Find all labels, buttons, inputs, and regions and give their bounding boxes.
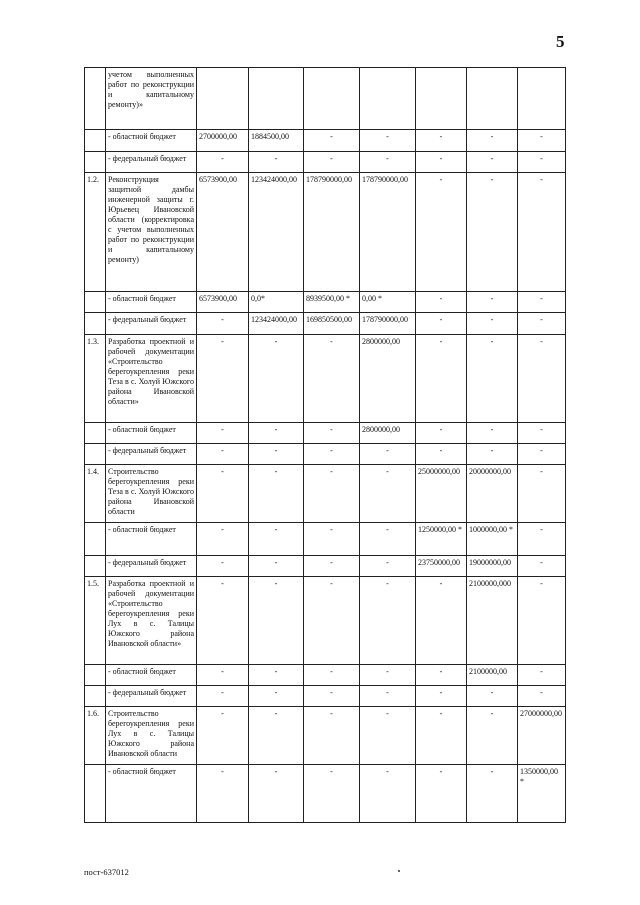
amount-cell: - <box>518 335 566 423</box>
row-number-cell <box>85 765 106 823</box>
amount-cell: - <box>197 707 249 765</box>
row-number-cell <box>85 444 106 465</box>
amount-cell: - <box>304 765 360 823</box>
amount-cell: 178790000,00 <box>360 313 416 335</box>
activity-description-cell: Разработка проектной и рабочей документации «Строительство берегоукрепления реки Теза в с. Холуй Южского района Ивановской области» <box>106 335 197 423</box>
amount-cell: - <box>518 556 566 577</box>
amount-cell: - <box>416 577 467 665</box>
amount-cell: 27000000,00 <box>518 707 566 765</box>
table-row <box>85 173 566 292</box>
amount-cell: - <box>416 665 467 686</box>
table-row <box>85 577 566 665</box>
row-number-cell <box>85 313 106 335</box>
amount-cell: - <box>249 465 304 523</box>
document-code: пост-637012 <box>84 867 129 877</box>
table-row <box>85 665 566 686</box>
amount-cell: - <box>416 313 467 335</box>
activity-description-cell: Строительство берегоукрепления реки Лух в с. Талицы Южского района Ивановской области <box>106 707 197 765</box>
amount-cell: - <box>518 423 566 444</box>
amount-cell: 2700000,00 <box>197 130 249 152</box>
amount-cell: - <box>416 686 467 707</box>
funding-source-cell: - федеральный бюджет <box>106 686 197 707</box>
amount-cell: - <box>304 152 360 173</box>
amount-cell: 2100000,000 <box>467 577 518 665</box>
amount-cell: - <box>304 444 360 465</box>
amount-cell: 1000000,00 * <box>467 523 518 556</box>
amount-cell: - <box>249 765 304 823</box>
footer-dot <box>398 870 400 872</box>
amount-cell: - <box>416 423 467 444</box>
amount-cell: - <box>304 130 360 152</box>
amount-cell: - <box>249 423 304 444</box>
amount-cell: 169850500,00 <box>304 313 360 335</box>
amount-cell: 123424000,00 <box>249 173 304 292</box>
amount-cell: - <box>416 292 467 313</box>
amount-cell: - <box>304 423 360 444</box>
table-row <box>85 292 566 313</box>
amount-cell: - <box>467 444 518 465</box>
amount-cell: 19000000,00 <box>467 556 518 577</box>
activity-description-cell: Разработка проектной и рабочей документации «Строительство берегоукрепления реки Лух в с. Талицы Южского района Ивановской области» <box>106 577 197 665</box>
activity-description-cell: Строительство берегоукрепления реки Теза в с. Холуй Южского района Ивановской области <box>106 465 197 523</box>
row-number-cell <box>85 130 106 152</box>
amount-cell: - <box>467 313 518 335</box>
amount-cell: - <box>197 665 249 686</box>
amount-cell: - <box>360 577 416 665</box>
funding-source-cell: - областной бюджет <box>106 292 197 313</box>
amount-cell: - <box>467 152 518 173</box>
amount-cell <box>304 68 360 130</box>
amount-cell: 2800000,00 <box>360 335 416 423</box>
amount-cell: 1884500,00 <box>249 130 304 152</box>
amount-cell: - <box>249 686 304 707</box>
amount-cell: - <box>518 577 566 665</box>
amount-cell: - <box>518 130 566 152</box>
amount-cell: - <box>518 523 566 556</box>
amount-cell: 6573900,00 <box>197 173 249 292</box>
amount-cell: 6573900,00 <box>197 292 249 313</box>
amount-cell: - <box>360 444 416 465</box>
amount-cell: - <box>416 335 467 423</box>
amount-cell: - <box>360 556 416 577</box>
row-number-cell: 1.3. <box>85 335 106 423</box>
amount-cell: 20000000,00 <box>467 465 518 523</box>
amount-cell: 0,00 * <box>360 292 416 313</box>
funding-source-cell: - областной бюджет <box>106 665 197 686</box>
amount-cell: - <box>197 523 249 556</box>
amount-cell: - <box>518 292 566 313</box>
amount-cell: - <box>249 577 304 665</box>
amount-cell: - <box>197 556 249 577</box>
amount-cell: - <box>304 465 360 523</box>
amount-cell: - <box>304 577 360 665</box>
row-number-cell: 1.5. <box>85 577 106 665</box>
amount-cell: - <box>197 465 249 523</box>
amount-cell: 178790000,00 <box>360 173 416 292</box>
activity-description-cell: учетом выполненных работ по реконструкции и капитальному ремонту)» <box>106 68 197 130</box>
amount-cell: - <box>249 152 304 173</box>
amount-cell <box>467 68 518 130</box>
amount-cell: - <box>518 313 566 335</box>
amount-cell: 2100000,00 <box>467 665 518 686</box>
amount-cell: - <box>197 313 249 335</box>
amount-cell <box>416 68 467 130</box>
page-number: 5 <box>556 32 565 51</box>
amount-cell: 178790000,00 <box>304 173 360 292</box>
amount-cell: - <box>249 444 304 465</box>
amount-cell: - <box>467 292 518 313</box>
amount-cell: - <box>197 444 249 465</box>
amount-cell: 2800000,00 <box>360 423 416 444</box>
funding-source-cell: - федеральный бюджет <box>106 556 197 577</box>
row-number-cell <box>85 292 106 313</box>
amount-cell: - <box>467 765 518 823</box>
amount-cell: - <box>518 465 566 523</box>
row-number-cell <box>85 152 106 173</box>
table-row <box>85 765 566 823</box>
amount-cell: - <box>197 423 249 444</box>
amount-cell: - <box>249 707 304 765</box>
amount-cell: - <box>360 523 416 556</box>
table-row <box>85 556 566 577</box>
budget-table <box>84 67 566 823</box>
table-row <box>85 465 566 523</box>
amount-cell <box>197 68 249 130</box>
amount-cell: - <box>304 556 360 577</box>
amount-cell: - <box>518 665 566 686</box>
row-number-cell <box>85 523 106 556</box>
amount-cell: - <box>360 707 416 765</box>
funding-source-cell: - федеральный бюджет <box>106 444 197 465</box>
amount-cell: - <box>518 444 566 465</box>
table-row <box>85 686 566 707</box>
amount-cell: 123424000,00 <box>249 313 304 335</box>
amount-cell: - <box>416 173 467 292</box>
funding-source-cell: - федеральный бюджет <box>106 152 197 173</box>
amount-cell: - <box>360 130 416 152</box>
amount-cell <box>249 68 304 130</box>
amount-cell: 1250000,00 * <box>416 523 467 556</box>
amount-cell: - <box>360 765 416 823</box>
table-row <box>85 707 566 765</box>
table-row <box>85 152 566 173</box>
amount-cell: - <box>467 707 518 765</box>
activity-description-cell: Реконструкция защитной дамбы инженерной защиты г. Юрьевец Ивановской области (корректировка с учетом выполненных работ по реконструкции и капитальному ремонту) <box>106 173 197 292</box>
table-row <box>85 313 566 335</box>
row-number-cell: 1.2. <box>85 173 106 292</box>
table-row <box>85 130 566 152</box>
amount-cell: - <box>249 665 304 686</box>
amount-cell: - <box>360 152 416 173</box>
amount-cell: - <box>304 665 360 686</box>
amount-cell: 1350000,00 * <box>518 765 566 823</box>
amount-cell: - <box>416 444 467 465</box>
table-row <box>85 335 566 423</box>
funding-source-cell: - областной бюджет <box>106 423 197 444</box>
amount-cell: - <box>467 686 518 707</box>
amount-cell: - <box>304 523 360 556</box>
amount-cell: - <box>304 335 360 423</box>
amount-cell: - <box>197 577 249 665</box>
amount-cell: - <box>518 152 566 173</box>
row-number-cell <box>85 556 106 577</box>
row-number-cell <box>85 68 106 130</box>
amount-cell: 23750000,00 <box>416 556 467 577</box>
amount-cell: - <box>518 686 566 707</box>
row-number-cell <box>85 686 106 707</box>
amount-cell: 25000000,00 <box>416 465 467 523</box>
table-row <box>85 68 566 130</box>
amount-cell: - <box>249 556 304 577</box>
table-row <box>85 444 566 465</box>
row-number-cell <box>85 665 106 686</box>
amount-cell: 8939500,00 * <box>304 292 360 313</box>
amount-cell: - <box>197 686 249 707</box>
amount-cell: - <box>304 686 360 707</box>
amount-cell: - <box>518 173 566 292</box>
amount-cell: - <box>416 765 467 823</box>
row-number-cell <box>85 423 106 444</box>
amount-cell: - <box>467 423 518 444</box>
amount-cell: - <box>416 707 467 765</box>
funding-source-cell: - федеральный бюджет <box>106 313 197 335</box>
amount-cell: - <box>197 765 249 823</box>
funding-source-cell: - областной бюджет <box>106 765 197 823</box>
funding-source-cell: - областной бюджет <box>106 130 197 152</box>
amount-cell: - <box>467 173 518 292</box>
amount-cell: - <box>360 465 416 523</box>
amount-cell: - <box>416 152 467 173</box>
amount-cell: - <box>360 686 416 707</box>
amount-cell: - <box>197 152 249 173</box>
amount-cell <box>518 68 566 130</box>
amount-cell: - <box>416 130 467 152</box>
table-row <box>85 423 566 444</box>
amount-cell: - <box>304 707 360 765</box>
funding-source-cell: - областной бюджет <box>106 523 197 556</box>
amount-cell: - <box>467 335 518 423</box>
row-number-cell: 1.6. <box>85 707 106 765</box>
table-row <box>85 523 566 556</box>
amount-cell <box>360 68 416 130</box>
amount-cell: - <box>467 130 518 152</box>
amount-cell: - <box>249 335 304 423</box>
amount-cell: 0,0* <box>249 292 304 313</box>
row-number-cell: 1.4. <box>85 465 106 523</box>
table-body <box>85 68 566 823</box>
amount-cell: - <box>360 665 416 686</box>
amount-cell: - <box>197 335 249 423</box>
amount-cell: - <box>249 523 304 556</box>
